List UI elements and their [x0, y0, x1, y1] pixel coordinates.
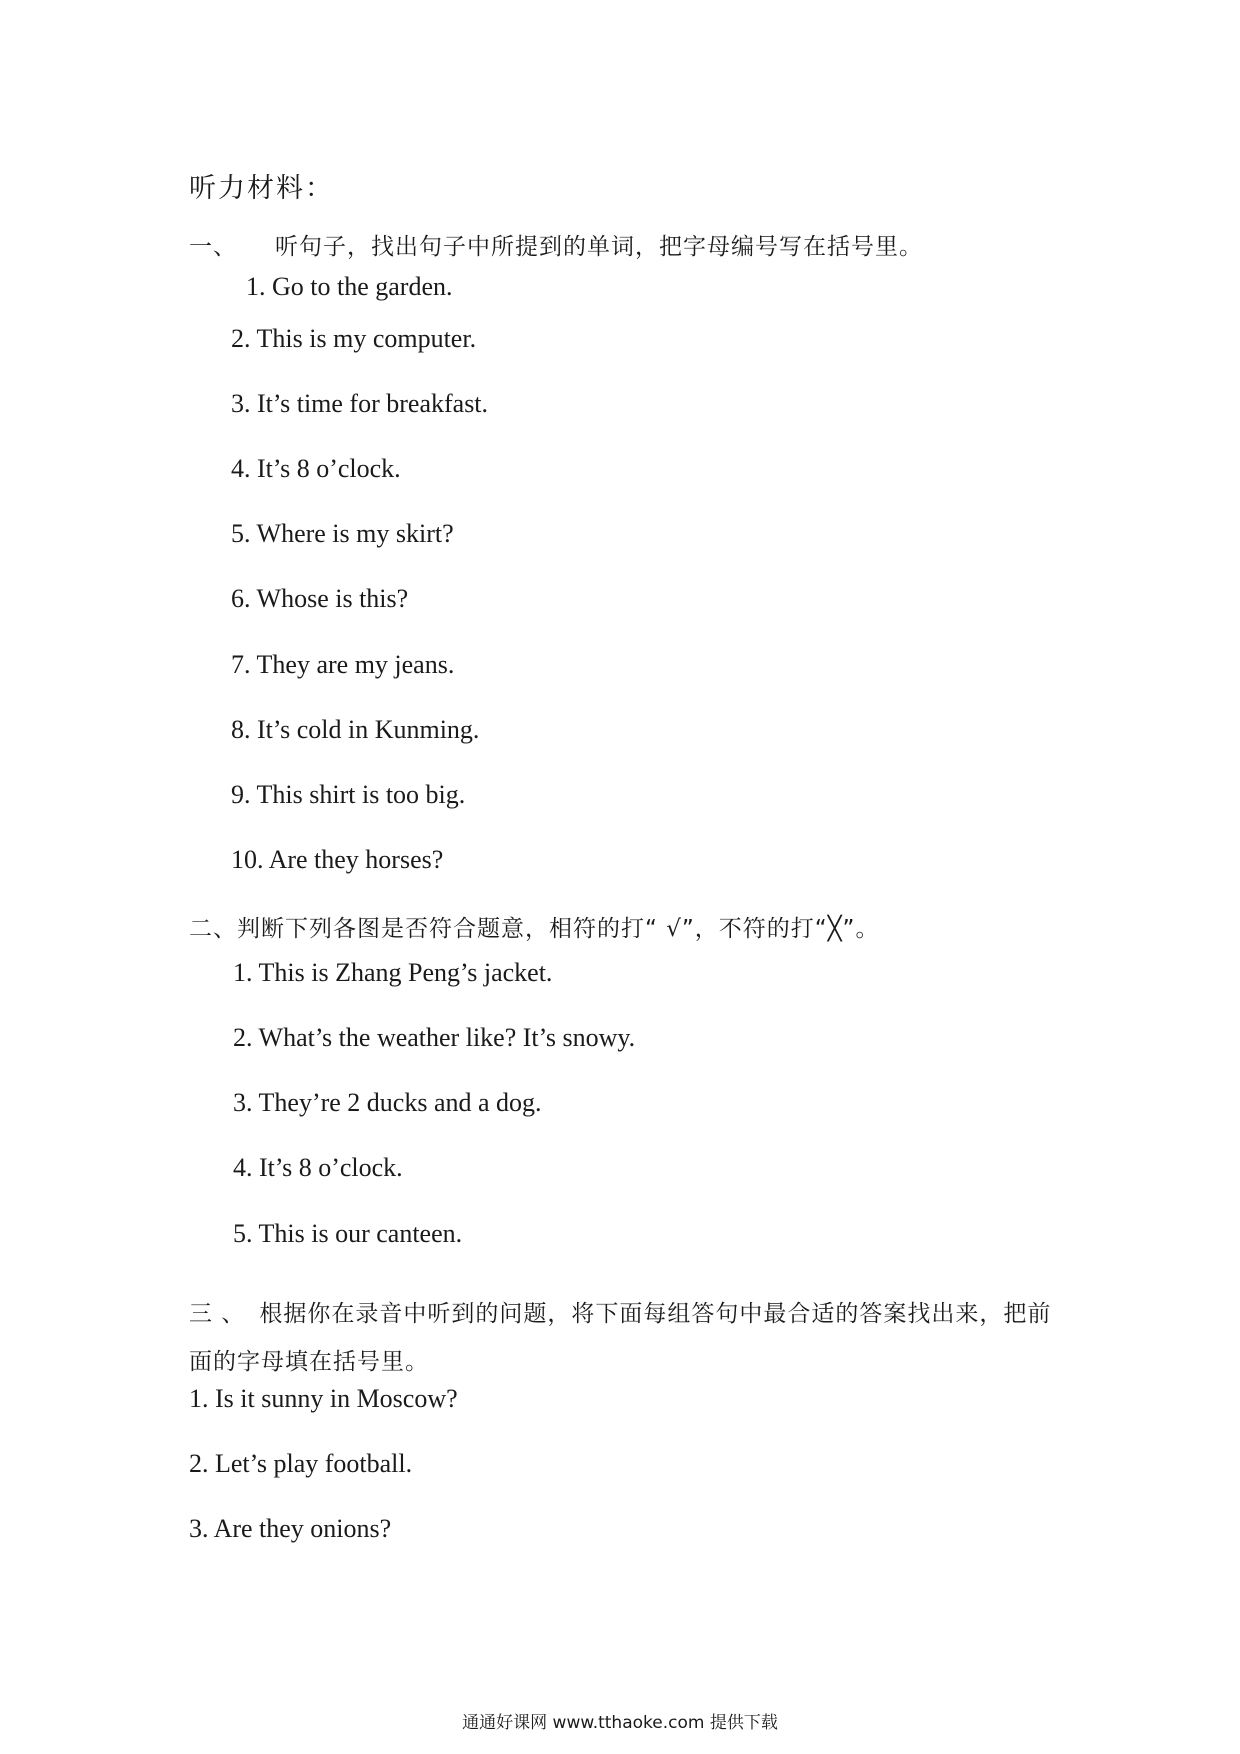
- section-3-item: 1. Is it sunny in Moscow?: [189, 1384, 458, 1413]
- section-3-item: 3. Are they onions?: [189, 1514, 392, 1543]
- section-2-heading: [189, 910, 879, 943]
- section-1-item: 5. Where is my skirt?: [231, 519, 454, 548]
- section-2-item: 2. What’s the weather like? It’s snowy.: [233, 1023, 636, 1052]
- section-3-heading: [189, 1290, 1069, 1386]
- section-1-number: 一、: [189, 234, 237, 260]
- section-1-instruction: 听句子，找出句子中所提到的单词，把字母编号写在括号里。: [275, 234, 923, 260]
- section-3-number: 三 、: [189, 1301, 246, 1327]
- section-1-heading: [189, 228, 923, 261]
- section-1-item: 3. It’s time for breakfast.: [231, 389, 489, 418]
- page-title: 听力材料：: [189, 173, 334, 204]
- section-2-item: 1. This is Zhang Peng’s jacket.: [233, 958, 553, 987]
- section-1-item: 10. Are they horses?: [231, 845, 444, 874]
- section-1-item: 4. It’s 8 o’clock.: [231, 454, 401, 483]
- section-3-item: 2. Let’s play football.: [189, 1449, 413, 1478]
- section-3-instruction: 根据你在录音中听到的问题，将下面每组答句中最合适的答案找出来，把前面的字母填在括号里。: [189, 1301, 1052, 1375]
- section-1-item: 7. They are my jeans.: [231, 650, 455, 679]
- section-1-item: 1. Go to the garden.: [246, 272, 453, 301]
- section-2-number: 二、: [189, 916, 237, 942]
- page-footer: 通通好课网 www.tthaoke.com 提供下载: [462, 1713, 778, 1733]
- section-1-item: 6. Whose is this?: [231, 584, 409, 613]
- section-2-item: 4. It’s 8 o’clock.: [233, 1153, 403, 1182]
- section-2-item: 3. They’re 2 ducks and a dog.: [233, 1088, 542, 1117]
- section-2-instruction: 判断下列各图是否符合题意，相符的打“ √”，不符的打“╳”。: [237, 916, 880, 942]
- section-1-item: 9. This shirt is too big.: [231, 780, 466, 809]
- section-2-item: 5. This is our canteen.: [233, 1219, 463, 1248]
- section-1-item: 8. It’s cold in Kunming.: [231, 715, 480, 744]
- section-1-item: 2. This is my computer.: [231, 324, 477, 353]
